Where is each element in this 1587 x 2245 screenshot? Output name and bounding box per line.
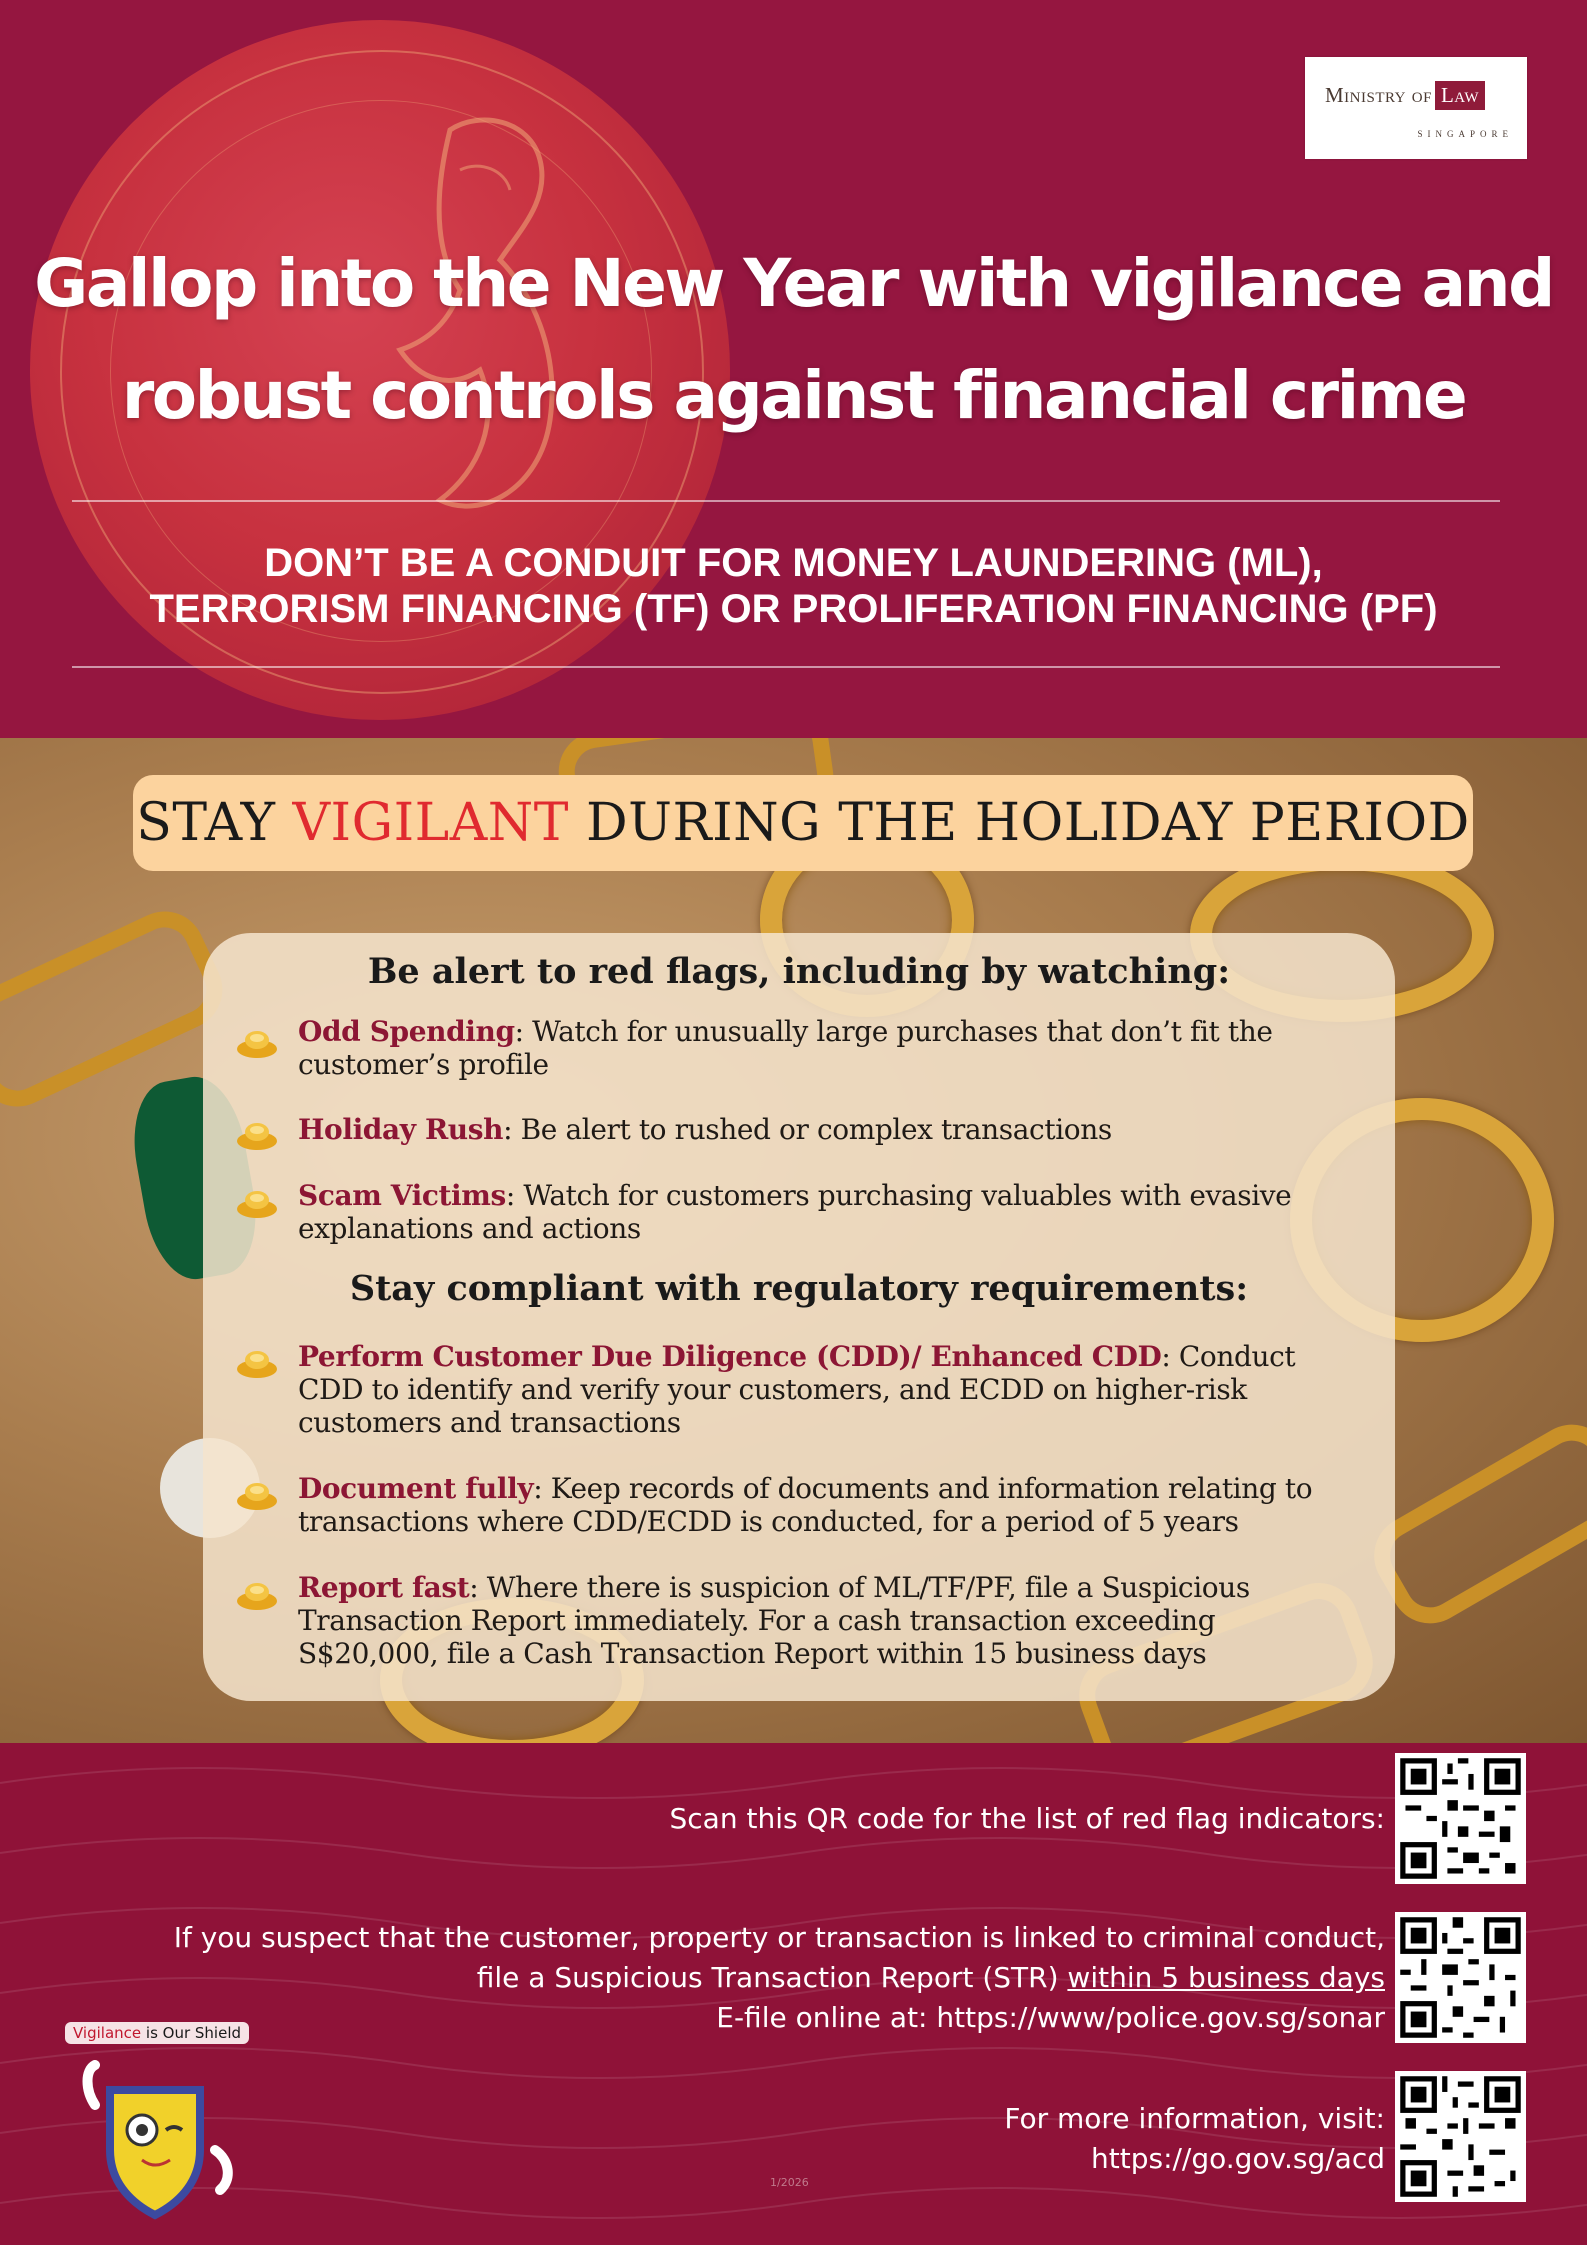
gold-ingot-icon [235, 1117, 279, 1151]
title-line-2: robust controls against financial crime [121, 357, 1466, 434]
red-flag-item [298, 1179, 1358, 1245]
acd-link[interactable]: https://go.gov.sg/acd [1091, 2142, 1385, 2175]
vigilant-banner [133, 775, 1473, 871]
more-info [1004, 2099, 1385, 2179]
content-panel [203, 933, 1395, 1701]
red-flag-item [298, 1113, 1358, 1146]
title-line-1: Gallop into the New Year with vigilance and [34, 245, 1553, 322]
banner-pre: STAY [136, 793, 293, 853]
qr-red-flags-text: Scan this QR code for the list of red flag indicators: [669, 1802, 1385, 1835]
str-info [174, 1918, 1385, 2038]
gold-ingot-icon [235, 1477, 279, 1511]
divider [72, 500, 1500, 502]
jewellery-background [0, 738, 1587, 1743]
compliance-item [298, 1472, 1358, 1538]
qr-code-icon[interactable] [1395, 1753, 1526, 1884]
compliance-heading: Stay compliant with regulatory requirements: [349, 1268, 1249, 1309]
term: Document fully [298, 1472, 534, 1505]
description: : Be alert to rushed or complex transactions [503, 1113, 1112, 1146]
description: : Keep records of documents and information relating to transactions where CDD/ECDD is conducted, for a period of 5 years [298, 1472, 1313, 1538]
qr-code-icon[interactable] [1395, 1912, 1526, 2043]
description: : Watch for customers purchasing valuables with evasive explanations and actions [298, 1179, 1292, 1245]
page-title [0, 228, 1587, 452]
red-flags-heading: Be alert to red flags, including by watching: [367, 951, 1231, 992]
banner-post: DURING THE HOLIDAY PERIOD [568, 793, 1470, 853]
red-flag-item [298, 1015, 1358, 1081]
mascot-label-highlight: Vigilance [73, 2024, 142, 2042]
term: Holiday Rush [298, 1113, 504, 1146]
gold-ingot-icon [235, 1185, 279, 1219]
mascot-label-rest: is Our Shield [141, 2024, 242, 2042]
sonar-link[interactable]: E-file online at: https://www/police.gov.sg/sonar [716, 2001, 1385, 2034]
divider [72, 666, 1500, 668]
term: Scam Victims [298, 1179, 506, 1212]
ministry-logo-icon [1325, 81, 1485, 110]
logo-text-main: Ministry of [1325, 83, 1432, 107]
footnote: 1/2026 [770, 2176, 809, 2189]
term: Report fast [298, 1571, 470, 1604]
more-info-label: For more information, visit: [1004, 2102, 1385, 2135]
gold-ingot-icon [235, 1345, 279, 1379]
compliance-item [298, 1340, 1358, 1439]
description: : Watch for unusually large purchases that don’t fit the customer’s profile [298, 1015, 1273, 1081]
subtitle-line-1: DON’T BE A CONDUIT FOR MONEY LAUNDERING (ML), [264, 541, 1323, 585]
term: Perform Customer Due Diligence (CDD)/ Enhanced CDD [298, 1340, 1162, 1373]
header-section [0, 0, 1587, 738]
logo-text-sub: SINGAPORE [1417, 129, 1513, 139]
subtitle-line-2: TERRORISM FINANCING (TF) OR PROLIFERATION FINANCING (PF) [149, 587, 1438, 631]
gold-ingot-icon [235, 1577, 279, 1611]
qr-code-icon[interactable] [1395, 2071, 1526, 2202]
str-deadline: within 5 business days [1067, 1961, 1385, 1994]
description: : Conduct CDD to identify and verify your customers, and ECDD on higher-risk customers and transactions [298, 1340, 1296, 1439]
str-line-1: If you suspect that the customer, property or transaction is linked to criminal conduct, [173, 1921, 1385, 1954]
shield-mascot-icon [70, 2060, 240, 2220]
page-subtitle [0, 540, 1587, 632]
term: Odd Spending [298, 1015, 515, 1048]
gold-ingot-icon [235, 1025, 279, 1059]
description: : Where there is suspicion of ML/TF/PF, file a Suspicious Transaction Report immediately. For a cash transaction exceeding S$20,000, file a Cash Transaction Report within 15 business days [298, 1571, 1250, 1670]
ministry-logo [1305, 57, 1527, 159]
banner-highlight: VIGILANT [292, 793, 569, 853]
compliance-item [298, 1571, 1358, 1670]
str-line-2: file a Suspicious Transaction Report (STR) [476, 1961, 1068, 1994]
logo-text-law: Law [1435, 81, 1485, 110]
mascot-label [65, 2022, 249, 2044]
banner-text [133, 775, 1473, 871]
